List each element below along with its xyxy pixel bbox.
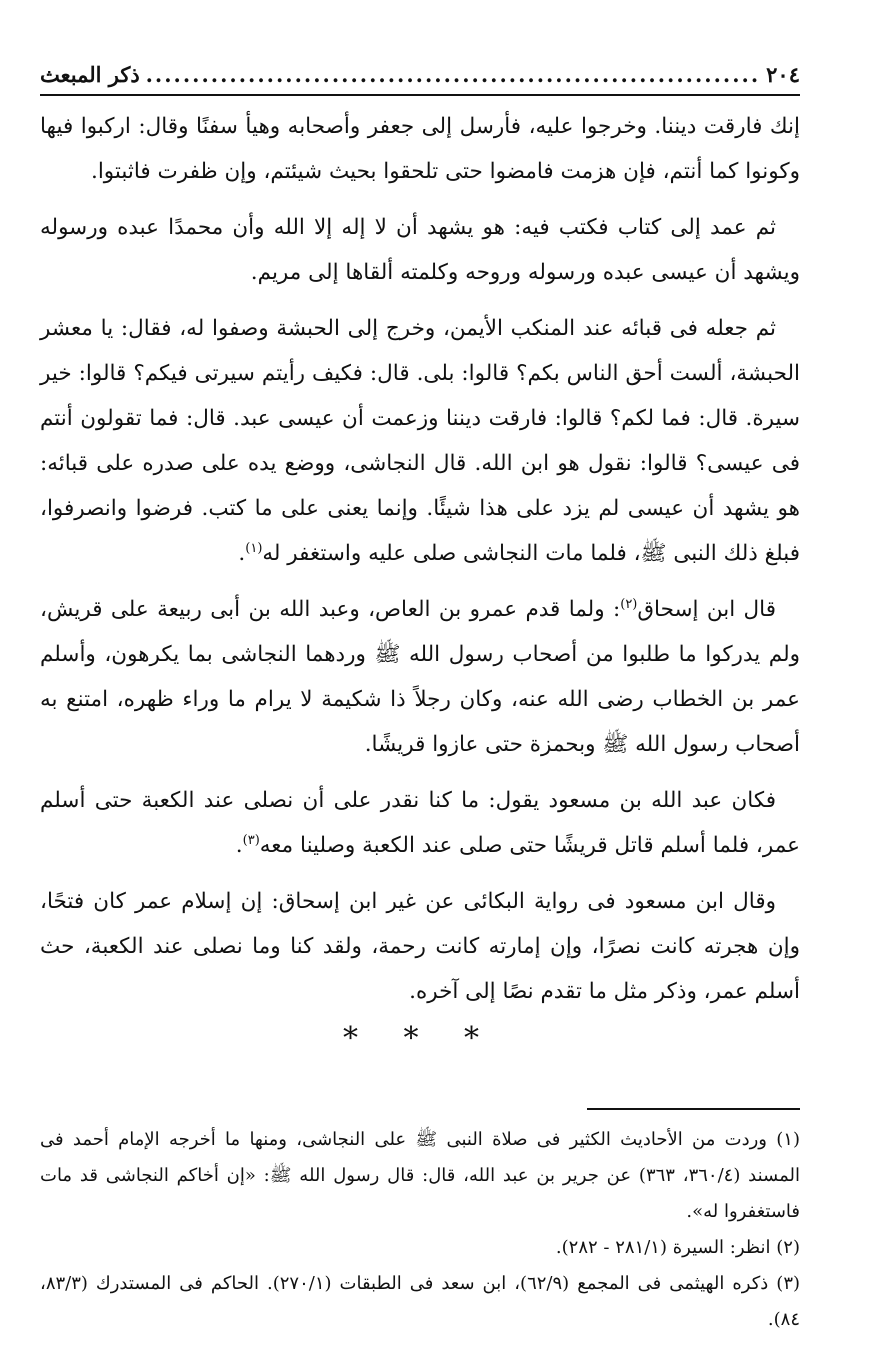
running-header xyxy=(40,60,800,96)
paragraph-3 xyxy=(40,306,800,576)
paragraph-3-end: . xyxy=(238,541,246,566)
footnote-ref-1[interactable]: (١) xyxy=(245,540,263,556)
footnote-separator-line xyxy=(587,1108,800,1110)
paragraph-4-text: : ولما قدم عمرو بن العاص، وعبد الله بن أبى ربيعة على قريش، ولم يدركوا ما طلبوا من أصحاب رسول الله ﷺ وردهما النجاشى بما يكرهون، وأسلم عمر بن الخطاب رضى الله عنه، وكان رجلاً ذا شكيمة لا يرام ما وراء ظهره، امتنع به أصحاب رسول الله ﷺ وبحمزة حتى عازوا قريشًا. xyxy=(40,597,800,757)
header-leader-dots xyxy=(146,60,760,90)
paragraph-3-text: ثم جعله فى قبائه عند المنكب الأيمن، وخرج إلى الحبشة وصفوا له، فقال: يا معشر الحبشة، ألست أحق الناس بكم؟ قالوا: بلى. قال: فكيف رأيتم سيرتى فيكم؟ قالوا: خير سيرة. قال: فما لكم؟ قالوا: فارقت ديننا وزعمت أن عيسى عبد. قال: فما تقولون أنتم فى عيسى؟ قالوا: نقول هو ابن الله. قال النجاشى، ووضع يده على صدره على قبائه: هو يشهد أن عيسى لم يزد على هذا شيئًا. وإنما يعنى على ما كتب. فرضوا وانصرفوا، فبلغ ذلك النبى ﷺ، فلما مات النجاشى صلى عليه واستغفر له xyxy=(40,316,800,566)
footnotes xyxy=(40,1122,800,1338)
footnote-1: (١) وردت من الأحاديث الكثير فى صلاة النبى ﷺ على النجاشى، ومنها ما أخرجه الإمام أحمد فى المسند (٣٦٠/٤، ٣٦٣) عن جرير بن عبد الله، قال: قال رسول الله ﷺ: «إن أخاكم النجاشى قد مات فاستغفروا له». xyxy=(40,1129,801,1222)
book-page xyxy=(40,60,800,1057)
main-text xyxy=(40,104,800,1057)
footnote-3: (٣) ذكره الهيثمى فى المجمع (٦٢/٩)، ابن سعد فى الطبقات (٢٧٠/١). الحاكم فى المستدرك (٨٣/٣، ٨٤). xyxy=(40,1273,801,1330)
paragraph-1: إنك فارقت ديننا. وخرجوا عليه، فأرسل إلى جعفر وأصحابه وهيأ سفنًا وقال: اركبوا فيها وكونوا كما أنتم، فإن هزمت فامضوا حتى تلحقوا بحيث شيئتم، وإن ظفرت فاثبتوا. xyxy=(40,114,800,184)
paragraph-5-text: فكان عبد الله بن مسعود يقول: ما كنا نقدر على أن نصلى عند الكعبة حتى أسلم عمر، فلما أسلم قاتل قريشًا حتى صلى عند الكعبة وصلينا معه xyxy=(40,788,800,858)
paragraph-4-start: قال ابن إسحاق xyxy=(637,597,776,622)
footnote-2: (٢) انظر: السيرة (٢٨١/١ - ٢٨٢). xyxy=(555,1237,800,1258)
paragraph-4 xyxy=(40,587,800,767)
paragraph-5-end: . xyxy=(235,833,243,858)
page-number: ٢٠٤ xyxy=(766,62,800,87)
paragraph-2: ثم عمد إلى كتاب فكتب فيه: هو يشهد أن لا إله إلا الله وأن محمدًا عبده ورسوله ويشهد أن عيسى عبده ورسوله وروحه وكلمته ألقاها إلى مريم. xyxy=(40,215,800,285)
footnote-ref-2[interactable]: (٢) xyxy=(620,596,638,612)
paragraph-6: وقال ابن مسعود فى رواية البكائى عن غير ابن إسحاق: إن إسلام عمر كان فتحًا، وإن هجرته كانت نصرًا، وإن إمارته كانت رحمة، ولقد كنا وما نصلى عند الكعبة، حث أسلم عمر، وذكر مثل ما تقدم نصًا إلى آخره. xyxy=(40,889,800,1004)
chapter-title: ذكر المبعث xyxy=(40,62,140,87)
section-separator-stars: * * * xyxy=(342,1021,498,1056)
footnote-ref-3[interactable]: (٣) xyxy=(242,832,260,848)
paragraph-5 xyxy=(40,778,800,868)
